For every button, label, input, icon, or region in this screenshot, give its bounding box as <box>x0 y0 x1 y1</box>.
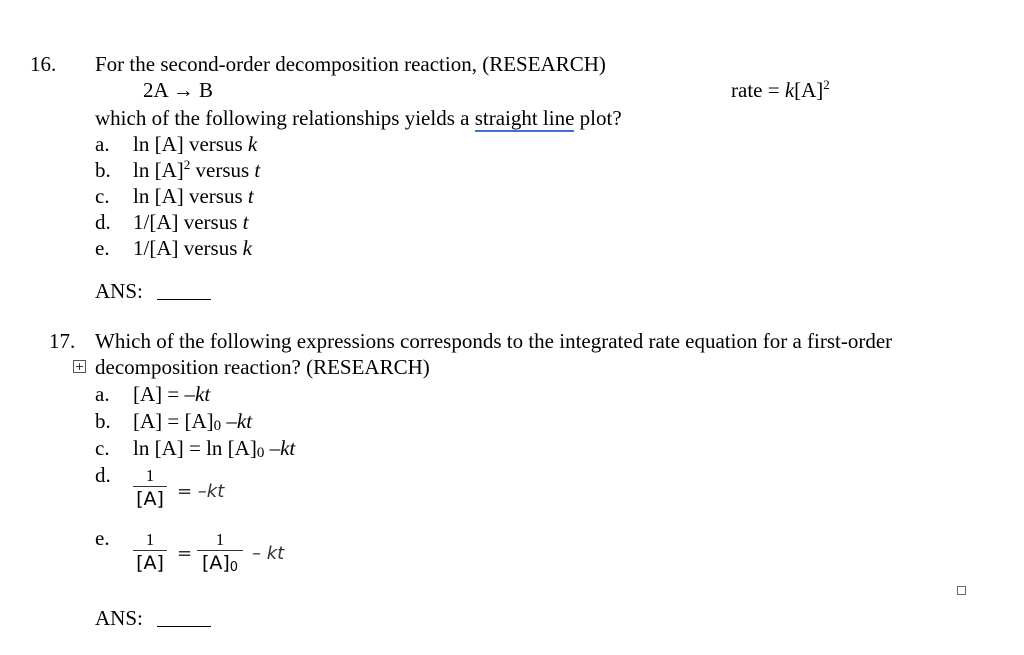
q17-option-b-letter: b. <box>95 409 111 433</box>
option-lhs: ln [A] = ln [A] <box>133 436 257 460</box>
q16-answer <box>95 281 211 302</box>
fraction-denominator <box>197 553 243 573</box>
option-operator: – <box>221 409 237 433</box>
straight-line-link[interactable]: straight line <box>474 106 575 130</box>
option-text: 1/[A] versus <box>133 210 243 234</box>
q17-option-e-letter: e. <box>95 526 110 550</box>
q17-option-e-equals: = <box>177 543 193 564</box>
option-subscript: 0 <box>213 418 222 434</box>
question-17-stem-line2: decomposition reaction? (RESEARCH) <box>95 355 430 379</box>
reaction-arrow: → <box>172 78 194 102</box>
fraction-bar <box>133 550 167 551</box>
answer-blank[interactable] <box>157 608 211 627</box>
fraction-numerator: 1 <box>145 530 155 549</box>
rate-exponent: 2 <box>823 77 830 92</box>
q16-option-d-letter: d. <box>95 210 111 234</box>
q17-option-e-tail: – kt <box>252 543 285 564</box>
q16-option-b-letter: b. <box>95 158 111 182</box>
q16-option-d <box>133 212 249 233</box>
fraction-numerator: 1 <box>215 530 225 549</box>
denominator-subscript: 0 <box>229 560 239 575</box>
q16-option-e <box>133 238 252 259</box>
option-rhs: kt <box>236 409 253 433</box>
option-text-2: versus <box>190 158 255 182</box>
fraction-bar <box>133 486 167 487</box>
question-16-number: 16. <box>30 52 57 76</box>
q17-option-d-letter: d. <box>95 463 111 487</box>
option-exponent: 2 <box>183 157 191 172</box>
prompt-text: which of the following relationships yields a <box>95 106 475 130</box>
option-text: ln [A] <box>133 158 184 182</box>
q16-option-e-letter: e. <box>95 236 110 260</box>
q17-option-b <box>133 411 252 432</box>
q16-option-a-letter: a. <box>95 132 110 156</box>
q17-option-c <box>133 438 295 459</box>
fraction-denominator: [A] <box>136 552 164 574</box>
q17-option-e-fraction-2 <box>197 531 243 573</box>
question-16-stem: For the second-order decomposition reaction, (RESEARCH) <box>95 52 606 76</box>
q17-option-d-rhs: = –kt <box>177 481 225 502</box>
answer-label: ANS: <box>95 606 143 630</box>
option-rhs: kt <box>280 436 296 460</box>
option-text: ln [A] versus <box>133 184 248 208</box>
question-17-number: 17. <box>49 329 76 353</box>
option-text: 1/[A] versus <box>133 236 243 260</box>
q16-option-c <box>133 186 254 207</box>
q17-answer <box>95 608 211 629</box>
reaction-equation <box>143 80 213 101</box>
q16-option-c-letter: c. <box>95 184 110 208</box>
option-text: ln [A] versus <box>133 132 248 156</box>
fraction-numerator: 1 <box>145 466 155 485</box>
q17-option-a-letter: a. <box>95 382 110 406</box>
answer-label: ANS: <box>95 279 143 303</box>
option-variable: t <box>242 210 249 234</box>
resize-handle[interactable] <box>957 586 966 595</box>
q17-option-d-fraction <box>133 467 167 509</box>
option-operator: – <box>264 436 281 460</box>
option-variable: k <box>242 236 252 260</box>
q16-option-a <box>133 134 257 155</box>
q16-option-b <box>133 157 261 182</box>
option-variable: k <box>247 132 258 156</box>
option-rhs: kt <box>195 382 211 406</box>
fraction-denominator: [A] <box>136 488 164 510</box>
rate-law <box>731 77 830 102</box>
option-lhs: [A] = – <box>133 382 195 406</box>
q17-option-a <box>133 384 210 405</box>
answer-blank[interactable] <box>157 281 211 300</box>
option-variable: t <box>247 184 254 208</box>
expand-icon[interactable]: + <box>74 360 85 373</box>
prompt-text-end: plot? <box>574 106 622 130</box>
fraction-bar <box>197 550 243 551</box>
question-17-stem-line1: Which of the following expressions corresponds to the integrated rate equation for a first-order <box>95 329 893 353</box>
option-variable: t <box>254 158 261 182</box>
option-lhs: [A] = [A] <box>133 409 214 433</box>
rate-prefix: rate = <box>731 78 785 102</box>
rate-concentration: [A] <box>794 78 824 102</box>
denominator-text: [A] <box>201 552 230 574</box>
question-16-prompt <box>95 108 622 129</box>
reaction-reactant: 2A <box>143 78 168 102</box>
q17-option-c-letter: c. <box>95 436 110 460</box>
option-subscript: 0 <box>256 445 265 461</box>
q17-option-e-fraction-1 <box>133 531 167 573</box>
rate-constant: k <box>784 78 795 102</box>
reaction-product: B <box>199 78 214 102</box>
